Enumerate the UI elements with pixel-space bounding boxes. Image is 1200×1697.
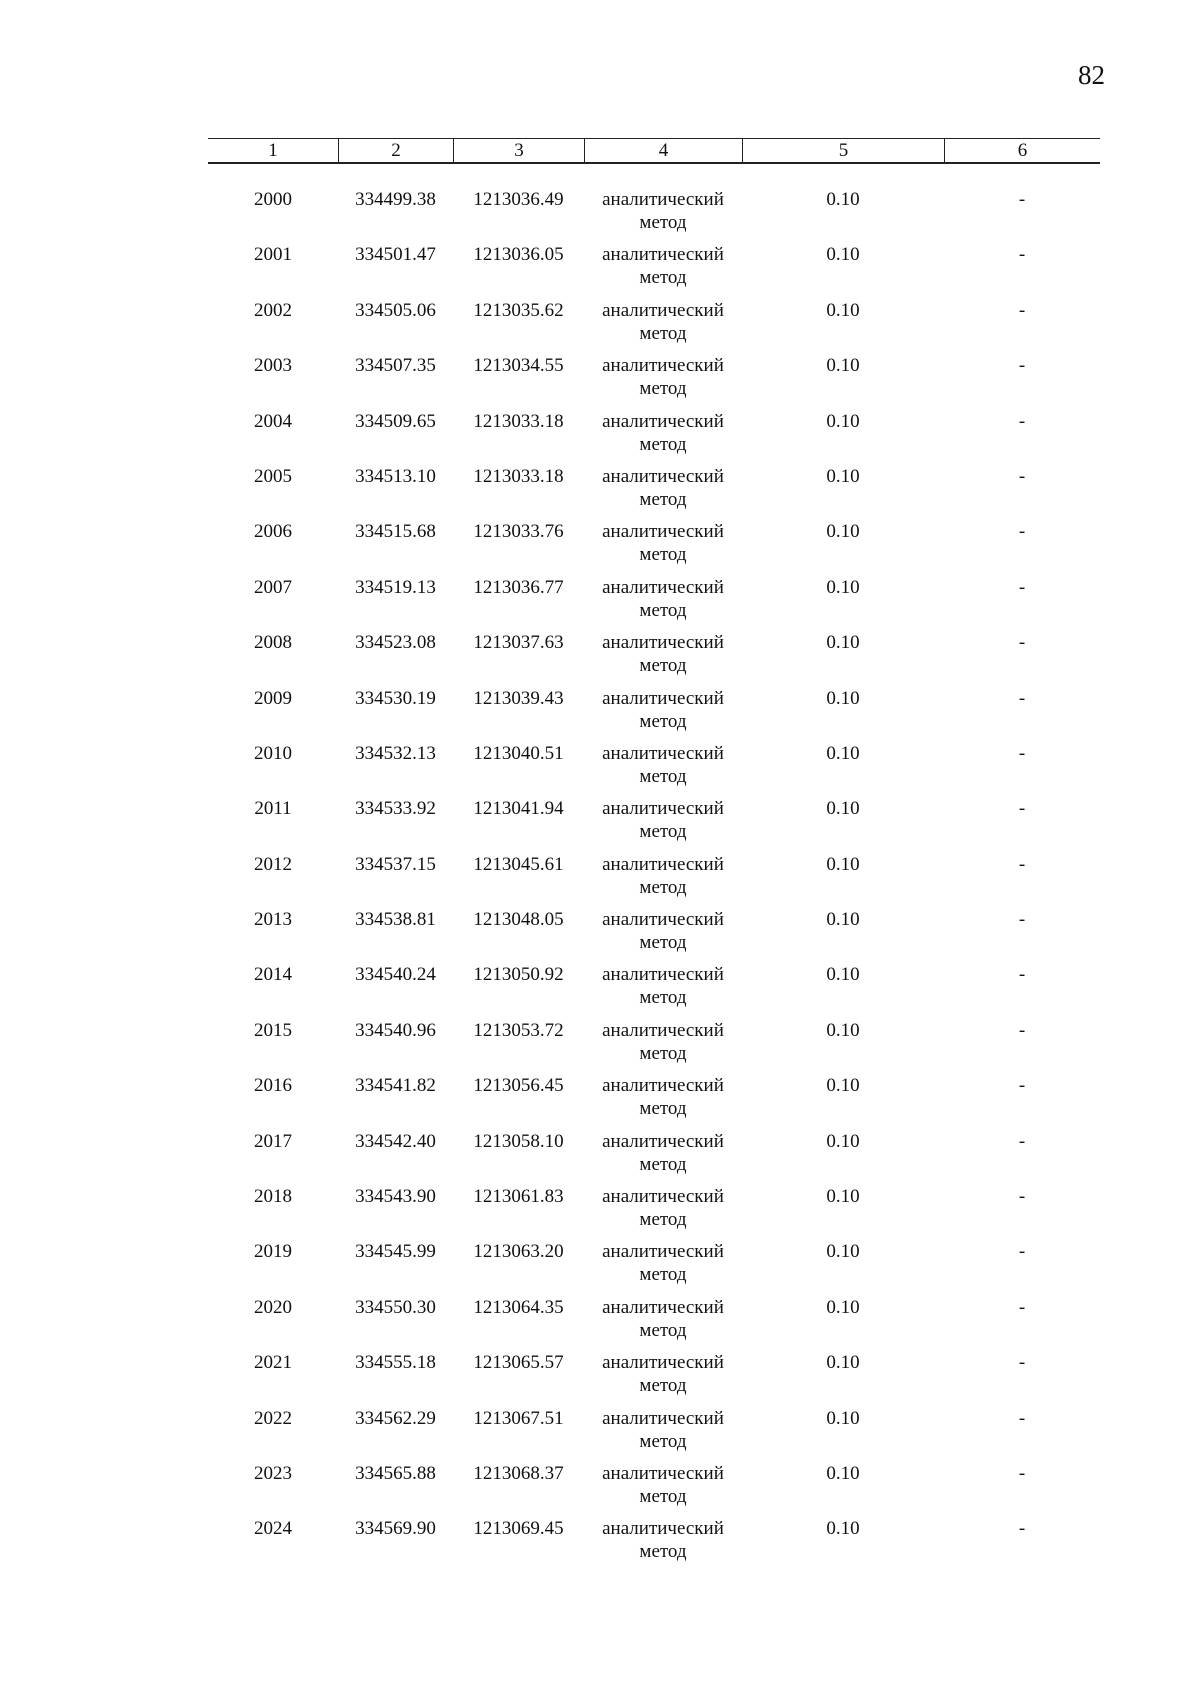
table-row bbox=[208, 853, 1100, 908]
method-cell bbox=[584, 410, 742, 465]
method-line-2: метод bbox=[639, 1430, 687, 1452]
method-line-1: аналитический bbox=[602, 1296, 724, 1318]
table-row bbox=[208, 1407, 1100, 1462]
note-cell: - bbox=[1018, 465, 1026, 487]
method-cell bbox=[584, 853, 742, 908]
point-number-cell: 2014 bbox=[254, 964, 292, 986]
note-cell: - bbox=[1018, 632, 1026, 654]
point-number-cell: 2013 bbox=[254, 909, 292, 931]
table-row bbox=[208, 908, 1100, 963]
note-cell: - bbox=[1018, 798, 1026, 820]
coord-x-cell: 334501.47 bbox=[355, 244, 436, 266]
coord-y-cell: 1213034.55 bbox=[473, 355, 564, 377]
table-row bbox=[208, 1019, 1100, 1074]
point-number-cell: 2003 bbox=[254, 355, 292, 377]
coord-y-cell: 1213045.61 bbox=[473, 853, 564, 875]
method-line-2: метод bbox=[639, 433, 687, 455]
method-line-2: метод bbox=[639, 1042, 687, 1064]
method-cell bbox=[584, 908, 742, 963]
method-line-2: метод bbox=[639, 378, 687, 400]
point-number-cell: 2006 bbox=[254, 521, 292, 543]
method-line-1: аналитический bbox=[602, 909, 724, 931]
coord-y-cell: 1213033.18 bbox=[473, 465, 564, 487]
coord-x-cell: 334550.30 bbox=[355, 1296, 436, 1318]
method-line-2: метод bbox=[639, 1541, 687, 1563]
coord-x-cell: 334523.08 bbox=[355, 632, 436, 654]
coord-y-cell: 1213040.51 bbox=[473, 742, 564, 764]
coord-x-cell: 334537.15 bbox=[355, 853, 436, 875]
method-cell bbox=[584, 797, 742, 852]
accuracy-cell: 0.10 bbox=[826, 355, 860, 377]
table-row bbox=[208, 520, 1100, 575]
method-line-1: аналитический bbox=[602, 853, 724, 875]
accuracy-cell: 0.10 bbox=[826, 465, 860, 487]
method-line-1: аналитический bbox=[602, 964, 724, 986]
method-line-1: аналитический bbox=[602, 465, 724, 487]
method-cell bbox=[584, 1074, 742, 1129]
accuracy-cell: 0.10 bbox=[826, 1019, 860, 1041]
method-line-2: метод bbox=[639, 1209, 687, 1231]
note-cell: - bbox=[1018, 909, 1026, 931]
coord-x-cell: 334538.81 bbox=[355, 909, 436, 931]
accuracy-cell: 0.10 bbox=[826, 1130, 860, 1152]
method-line-1: аналитический bbox=[602, 798, 724, 820]
coord-x-cell: 334532.13 bbox=[355, 742, 436, 764]
header-cell-6: 6 bbox=[944, 139, 1100, 162]
method-line-1: аналитический bbox=[602, 299, 724, 321]
coord-x-cell: 334545.99 bbox=[355, 1241, 436, 1263]
note-cell: - bbox=[1018, 964, 1026, 986]
note-cell: - bbox=[1018, 1518, 1026, 1540]
method-line-1: аналитический bbox=[602, 410, 724, 432]
accuracy-cell: 0.10 bbox=[826, 410, 860, 432]
method-cell bbox=[584, 1407, 742, 1462]
coord-y-cell: 1213063.20 bbox=[473, 1241, 564, 1263]
coord-x-cell: 334569.90 bbox=[355, 1518, 436, 1540]
accuracy-cell: 0.10 bbox=[826, 189, 860, 210]
point-number-cell: 2010 bbox=[254, 742, 292, 764]
accuracy-cell: 0.10 bbox=[826, 798, 860, 820]
point-number-cell: 2015 bbox=[254, 1019, 292, 1041]
method-line-2: метод bbox=[639, 710, 687, 732]
method-line-2: метод bbox=[639, 987, 687, 1009]
accuracy-cell: 0.10 bbox=[826, 1075, 860, 1097]
accuracy-cell: 0.10 bbox=[826, 1296, 860, 1318]
table-row bbox=[208, 1462, 1100, 1517]
accuracy-cell: 0.10 bbox=[826, 1352, 860, 1374]
coord-y-cell: 1213056.45 bbox=[473, 1075, 564, 1097]
point-number-cell: 2000 bbox=[254, 189, 292, 210]
method-line-1: аналитический bbox=[602, 1186, 724, 1208]
table-row bbox=[208, 576, 1100, 631]
note-cell: - bbox=[1018, 1296, 1026, 1318]
coord-x-cell: 334533.92 bbox=[355, 798, 436, 820]
accuracy-cell: 0.10 bbox=[826, 687, 860, 709]
point-number-cell: 2004 bbox=[254, 410, 292, 432]
note-cell: - bbox=[1018, 1352, 1026, 1374]
coord-y-cell: 1213050.92 bbox=[473, 964, 564, 986]
point-number-cell: 2018 bbox=[254, 1186, 292, 1208]
method-line-1: аналитический bbox=[602, 244, 724, 266]
method-line-1: аналитический bbox=[602, 1075, 724, 1097]
point-number-cell: 2022 bbox=[254, 1407, 292, 1429]
method-cell bbox=[584, 243, 742, 298]
coord-x-cell: 334540.24 bbox=[355, 964, 436, 986]
method-cell bbox=[584, 188, 742, 243]
method-cell bbox=[584, 354, 742, 409]
coord-y-cell: 1213037.63 bbox=[473, 632, 564, 654]
header-cell-5: 5 bbox=[742, 139, 944, 162]
note-cell: - bbox=[1018, 742, 1026, 764]
method-cell bbox=[584, 1351, 742, 1406]
coord-y-cell: 1213033.76 bbox=[473, 521, 564, 543]
point-number-cell: 2005 bbox=[254, 465, 292, 487]
method-line-2: метод bbox=[639, 655, 687, 677]
method-line-1: аналитический bbox=[602, 1241, 724, 1263]
method-line-1: аналитический bbox=[602, 355, 724, 377]
coord-y-cell: 1213067.51 bbox=[473, 1407, 564, 1429]
method-cell bbox=[584, 1296, 742, 1351]
table-row bbox=[208, 1296, 1100, 1351]
point-number-cell: 2016 bbox=[254, 1075, 292, 1097]
point-number-cell: 2008 bbox=[254, 632, 292, 654]
coordinates-table bbox=[208, 138, 1100, 1573]
note-cell: - bbox=[1018, 299, 1026, 321]
table-row bbox=[208, 1351, 1100, 1406]
method-line-1: аналитический bbox=[602, 1407, 724, 1429]
note-cell: - bbox=[1018, 853, 1026, 875]
accuracy-cell: 0.10 bbox=[826, 244, 860, 266]
point-number-cell: 2019 bbox=[254, 1241, 292, 1263]
method-line-1: аналитический bbox=[602, 1462, 724, 1484]
table-row bbox=[208, 410, 1100, 465]
coord-x-cell: 334519.13 bbox=[355, 576, 436, 598]
method-cell bbox=[584, 1130, 742, 1185]
method-line-1: аналитический bbox=[602, 1019, 724, 1041]
header-cell-2: 2 bbox=[338, 139, 453, 162]
note-cell: - bbox=[1018, 687, 1026, 709]
method-line-1: аналитический bbox=[602, 1352, 724, 1374]
table-row bbox=[208, 1517, 1100, 1572]
coord-y-cell: 1213048.05 bbox=[473, 909, 564, 931]
note-cell: - bbox=[1018, 244, 1026, 266]
table-row bbox=[208, 465, 1100, 520]
coord-x-cell: 334543.90 bbox=[355, 1186, 436, 1208]
coord-x-cell: 334515.68 bbox=[355, 521, 436, 543]
method-line-2: метод bbox=[639, 765, 687, 787]
table-row bbox=[208, 963, 1100, 1018]
accuracy-cell: 0.10 bbox=[826, 1462, 860, 1484]
header-cell-1: 1 bbox=[268, 140, 278, 161]
coord-y-cell: 1213036.05 bbox=[473, 244, 564, 266]
method-line-1: аналитический bbox=[602, 742, 724, 764]
coord-y-cell: 1213033.18 bbox=[473, 410, 564, 432]
table-row bbox=[208, 687, 1100, 742]
point-number-cell: 2001 bbox=[254, 244, 292, 266]
method-line-2: метод bbox=[639, 876, 687, 898]
method-cell bbox=[584, 687, 742, 742]
note-cell: - bbox=[1018, 355, 1026, 377]
table-row bbox=[208, 243, 1100, 298]
method-line-2: метод bbox=[639, 1485, 687, 1507]
coord-x-cell: 334565.88 bbox=[355, 1462, 436, 1484]
accuracy-cell: 0.10 bbox=[826, 632, 860, 654]
coord-x-cell: 334499.38 bbox=[355, 189, 436, 210]
accuracy-cell: 0.10 bbox=[826, 1518, 860, 1540]
coord-x-cell: 334555.18 bbox=[355, 1352, 436, 1374]
table-body bbox=[208, 188, 1100, 1573]
method-cell bbox=[584, 1240, 742, 1295]
table-row bbox=[208, 354, 1100, 409]
note-cell: - bbox=[1018, 576, 1026, 598]
point-number-cell: 2023 bbox=[254, 1462, 292, 1484]
coord-y-cell: 1213036.49 bbox=[473, 189, 564, 210]
note-cell: - bbox=[1018, 1462, 1026, 1484]
table-row bbox=[208, 1074, 1100, 1129]
method-cell bbox=[584, 299, 742, 354]
table-row bbox=[208, 299, 1100, 354]
note-cell: - bbox=[1018, 1186, 1026, 1208]
method-line-2: метод bbox=[639, 599, 687, 621]
method-line-2: метод bbox=[639, 1319, 687, 1341]
coord-x-cell: 334562.29 bbox=[355, 1407, 436, 1429]
method-line-1: аналитический bbox=[602, 576, 724, 598]
method-cell bbox=[584, 465, 742, 520]
method-line-2: метод bbox=[639, 1153, 687, 1175]
method-line-2: метод bbox=[639, 1264, 687, 1286]
note-cell: - bbox=[1018, 1130, 1026, 1152]
coord-x-cell: 334509.65 bbox=[355, 410, 436, 432]
header-cell-3: 3 bbox=[453, 139, 584, 162]
accuracy-cell: 0.10 bbox=[826, 1186, 860, 1208]
point-number-cell: 2017 bbox=[254, 1130, 292, 1152]
table-row bbox=[208, 1240, 1100, 1295]
table-row bbox=[208, 1130, 1100, 1185]
method-line-2: метод bbox=[639, 544, 687, 566]
method-cell bbox=[584, 1462, 742, 1517]
accuracy-cell: 0.10 bbox=[826, 1241, 860, 1263]
note-cell: - bbox=[1018, 410, 1026, 432]
table-header bbox=[208, 138, 1100, 164]
coord-y-cell: 1213065.57 bbox=[473, 1352, 564, 1374]
coord-x-cell: 334513.10 bbox=[355, 465, 436, 487]
accuracy-cell: 0.10 bbox=[826, 742, 860, 764]
table-row bbox=[208, 742, 1100, 797]
point-number-cell: 2020 bbox=[254, 1296, 292, 1318]
accuracy-cell: 0.10 bbox=[826, 853, 860, 875]
point-number-cell: 2012 bbox=[254, 853, 292, 875]
method-line-2: метод bbox=[639, 1098, 687, 1120]
accuracy-cell: 0.10 bbox=[826, 576, 860, 598]
method-line-2: метод bbox=[639, 322, 687, 344]
note-cell: - bbox=[1018, 1075, 1026, 1097]
note-cell: - bbox=[1018, 1241, 1026, 1263]
coord-x-cell: 334540.96 bbox=[355, 1019, 436, 1041]
coord-x-cell: 334507.35 bbox=[355, 355, 436, 377]
coord-y-cell: 1213058.10 bbox=[473, 1130, 564, 1152]
method-line-2: метод bbox=[639, 267, 687, 289]
coord-y-cell: 1213064.35 bbox=[473, 1296, 564, 1318]
method-line-2: метод bbox=[639, 212, 687, 233]
point-number-cell: 2007 bbox=[254, 576, 292, 598]
coord-y-cell: 1213053.72 bbox=[473, 1019, 564, 1041]
coord-x-cell: 334505.06 bbox=[355, 299, 436, 321]
method-line-1: аналитический bbox=[602, 521, 724, 543]
method-cell bbox=[584, 576, 742, 631]
method-cell bbox=[584, 631, 742, 686]
table-row bbox=[208, 797, 1100, 852]
point-number-cell: 2024 bbox=[254, 1518, 292, 1540]
coord-y-cell: 1213041.94 bbox=[473, 798, 564, 820]
method-line-1: аналитический bbox=[602, 189, 724, 210]
page-number: 82 bbox=[1078, 60, 1105, 90]
method-line-2: метод bbox=[639, 821, 687, 843]
method-line-1: аналитический bbox=[602, 632, 724, 654]
coord-x-cell: 334541.82 bbox=[355, 1075, 436, 1097]
method-line-2: метод bbox=[639, 488, 687, 510]
accuracy-cell: 0.10 bbox=[826, 521, 860, 543]
point-number-cell: 2002 bbox=[254, 299, 292, 321]
note-cell: - bbox=[1018, 521, 1026, 543]
method-cell bbox=[584, 1185, 742, 1240]
accuracy-cell: 0.10 bbox=[826, 299, 860, 321]
table-row bbox=[208, 631, 1100, 686]
coord-y-cell: 1213036.77 bbox=[473, 576, 564, 598]
note-cell: - bbox=[1018, 1019, 1026, 1041]
method-cell bbox=[584, 1019, 742, 1074]
point-number-cell: 2009 bbox=[254, 687, 292, 709]
method-cell bbox=[584, 1517, 742, 1572]
note-cell: - bbox=[1018, 189, 1026, 210]
method-line-1: аналитический bbox=[602, 687, 724, 709]
table-row bbox=[208, 188, 1100, 243]
method-line-2: метод bbox=[639, 1375, 687, 1397]
method-line-2: метод bbox=[639, 932, 687, 954]
coord-y-cell: 1213039.43 bbox=[473, 687, 564, 709]
note-cell: - bbox=[1018, 1407, 1026, 1429]
accuracy-cell: 0.10 bbox=[826, 1407, 860, 1429]
method-line-1: аналитический bbox=[602, 1518, 724, 1540]
accuracy-cell: 0.10 bbox=[826, 909, 860, 931]
point-number-cell: 2021 bbox=[254, 1352, 292, 1374]
point-number-cell: 2011 bbox=[254, 798, 292, 820]
header-cell-4: 4 bbox=[584, 139, 742, 162]
coord-y-cell: 1213061.83 bbox=[473, 1186, 564, 1208]
coord-y-cell: 1213035.62 bbox=[473, 299, 564, 321]
accuracy-cell: 0.10 bbox=[826, 964, 860, 986]
method-cell bbox=[584, 963, 742, 1018]
method-cell bbox=[584, 520, 742, 575]
coord-x-cell: 334542.40 bbox=[355, 1130, 436, 1152]
coord-y-cell: 1213069.45 bbox=[473, 1518, 564, 1540]
method-cell bbox=[584, 742, 742, 797]
method-line-1: аналитический bbox=[602, 1130, 724, 1152]
table-row bbox=[208, 1185, 1100, 1240]
coord-x-cell: 334530.19 bbox=[355, 687, 436, 709]
coord-y-cell: 1213068.37 bbox=[473, 1462, 564, 1484]
